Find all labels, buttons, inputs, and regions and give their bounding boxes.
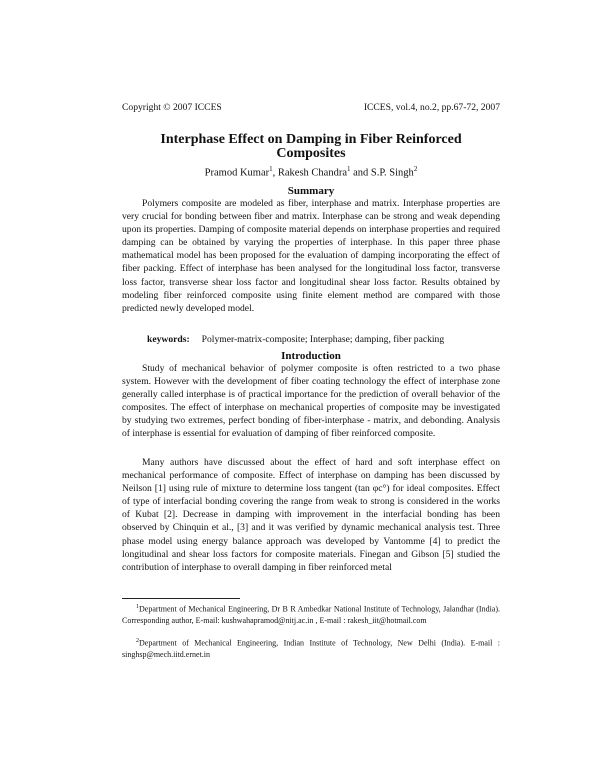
author-1: Pramod Kumar bbox=[204, 167, 270, 179]
introduction-text-1: Study of mechanical behavior of polymer composite is often restricted to a two phase system. However with the development of fiber coating technology the effect of interphase zone generally called interphase is of practical importance for the prediction of overall behavior of the composites. The effect of interphase on mechanical properties of composite may be investigated by studying two extremes, perfect bonding of fiber-interphase - matrix, and debonding. Analysis of interphase is essential for evaluation of damping of fiber reinforced composite. bbox=[122, 363, 500, 440]
keywords-label: keywords: bbox=[147, 334, 190, 345]
author-list bbox=[122, 163, 500, 180]
author-separator: , bbox=[272, 167, 278, 179]
summary-text: Polymers composite are modeled as fiber, interphase and matrix. Interphase properties are very crucial for bonding between fiber and matrix. Interphase can be strong and weak depending upon its properties. Damping of composite material depends on interphase properties and required damping can be obtained by varying the properties of interphase. In this paper three phase mathematical model has been proposed for the evaluation of damping incorporating the effect of fiber packing. Effect of interphase has been analysed for the longitudinal loss factor, transverse loss factor, transverse shear loss factor and longitudinal shear loss factor. Results obtained by modeling fiber reinforced composite using finite element method are compared with those predicted newly developed model. bbox=[122, 198, 500, 314]
footnote-rule bbox=[122, 598, 240, 599]
footnote-1-mark: 1 bbox=[136, 604, 139, 610]
journal-citation: ICCES, vol.4, no.2, pp.67-72, 2007 bbox=[363, 102, 500, 113]
keywords-text: Polymer-matrix-composite; Interphase; damping, fiber packing bbox=[201, 334, 445, 345]
introduction-heading: Introduction bbox=[281, 350, 341, 362]
author-1-affiliation-mark: 1 bbox=[269, 165, 273, 173]
footnote-1 bbox=[122, 602, 500, 626]
author-3-affiliation-mark: 2 bbox=[413, 165, 418, 173]
footnote-2 bbox=[122, 636, 500, 660]
footnote-2-text: Department of Mechanical Engineering, Indian Institute of Technology, New Delhi (India). E-mail : singhsp@mech.iitd.ernet.in bbox=[122, 638, 500, 659]
author-separator: and bbox=[350, 167, 371, 179]
title-line-2: Composites bbox=[276, 146, 346, 161]
paper-title bbox=[122, 133, 500, 161]
summary-heading: Summary bbox=[287, 185, 335, 197]
author-3: S.P. Singh bbox=[370, 167, 414, 179]
footnote-2-mark: 2 bbox=[136, 638, 139, 644]
copyright-notice: Copyright © 2007 ICCES bbox=[122, 102, 222, 113]
author-2-affiliation-mark: 1 bbox=[346, 165, 351, 173]
footnote-1-text: Department of Mechanical Engineering, Dr B R Ambedkar National Institute of Technology, Jalandhar (India). Corresponding author, E-mail: kushwahapramod@nitj.ac.in , E-mail : rakesh_iit@hotmail.com bbox=[122, 604, 500, 625]
author-2: Rakesh Chandra bbox=[277, 167, 347, 179]
introduction-paragraph-2 bbox=[122, 456, 500, 574]
keywords-line bbox=[147, 334, 444, 346]
introduction-paragraph-1 bbox=[122, 362, 500, 441]
title-line-1: Interphase Effect on Damping in Fiber Reinforced bbox=[160, 132, 462, 147]
summary-paragraph bbox=[122, 197, 500, 315]
introduction-text-2: Many authors have discussed about the effect of hard and soft interphase effect on mechanical performance of composite. Effect of interphase on damping has been discussed by Neilson [1] using rule of mixture to determine loss tangent (tan φc°) for ideal composites. Effect of type of interfacial bonding covering the range from weak to strong is considered in the works of Kubat [2]. Decrease in damping with improvement in the interfacial bonding has been observed by Chinquin et al., [3] and it was verified by dynamic mechanical analysis test. Three phase model using energy balance approach was developed by Vantomme [4] to predict the longitudinal and shear loss factors for composite materials. Finegan and Gibson [5] studied the contribution of interphase to overall damping in fiber reinforced metal bbox=[122, 457, 500, 573]
